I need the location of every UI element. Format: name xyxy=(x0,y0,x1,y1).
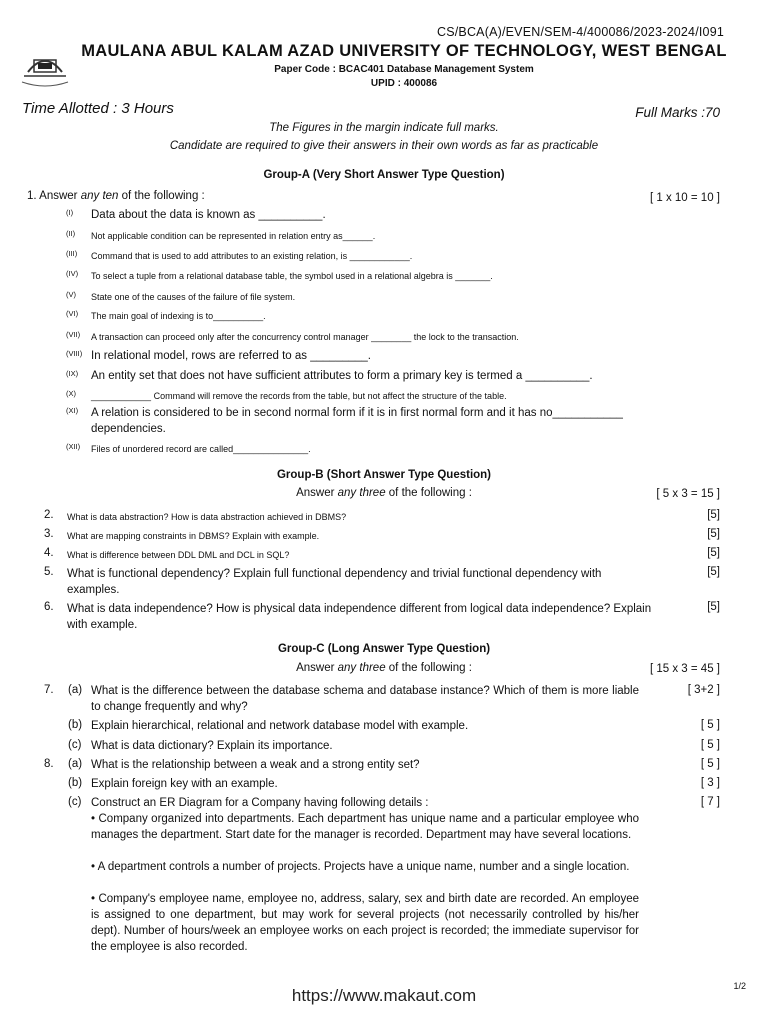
question-marks: [5] xyxy=(707,547,720,559)
question-marks: [ 3+2 ] xyxy=(687,684,720,696)
question-item: An entity set that does not have sufficient attributes to form a primary key is termed a __________. xyxy=(91,370,593,382)
item-numeral: (X) xyxy=(66,389,76,398)
upid: UPID : 400086 xyxy=(370,78,438,89)
question-marks: [ 3 ] xyxy=(700,777,720,789)
group-a-instruction xyxy=(27,190,205,202)
question-text: What is the difference between the database schema and database instance? Which of them is more liable to change frequently and why? xyxy=(91,685,639,713)
group-a-title: Group-A (Very Short Answer Type Question) xyxy=(263,169,505,181)
question-number: 6. xyxy=(44,601,54,613)
part-label: (a) xyxy=(68,684,83,696)
group-c-marks: [ 15 x 3 = 45 ] xyxy=(649,663,720,675)
part-label: (b) xyxy=(68,719,83,731)
item-numeral: (XII) xyxy=(66,442,81,451)
instruction-note: Candidate are required to give their answers in their own words as far as practicable xyxy=(169,140,599,152)
question-item: Files of unordered record are called_______________. xyxy=(91,444,311,454)
group-b-marks: [ 5 x 3 = 15 ] xyxy=(656,488,720,500)
question-marks: [ 5 ] xyxy=(700,758,720,770)
instruction-emphasis: any three xyxy=(337,487,386,499)
question-text: What are mapping constraints in DBMS? Explain with example. xyxy=(67,531,320,541)
question-item: Command that is used to add attributes to an existing relation, is ____________. xyxy=(91,251,413,261)
group-b-title: Group-B (Short Answer Type Question) xyxy=(276,469,492,481)
question-text: What is difference between DDL DML and DCL in SQL? xyxy=(67,550,290,560)
university-name: MAULANA ABUL KALAM AZAD UNIVERSITY OF TECHNOLOGY, WEST BENGAL xyxy=(81,42,727,60)
item-numeral: (XI) xyxy=(66,406,79,415)
question-item: ____________ Command will remove the records from the table, but not affect the structure of the table. xyxy=(91,391,507,401)
instruction-emphasis: any three xyxy=(337,662,386,674)
er-bullet: • A department controls a number of projects. Projects have a unique name, number and a single location. xyxy=(91,861,630,873)
question-number: 8. xyxy=(44,758,54,770)
item-numeral: (IV) xyxy=(66,269,79,278)
question-marks: [5] xyxy=(707,601,720,613)
question-marks: [5] xyxy=(707,509,720,521)
instruction-post: of the following : xyxy=(385,662,472,674)
item-numeral: (III) xyxy=(66,249,78,258)
er-bullet: • Company organized into departments. Each department has unique name and a particular employee who manages the department. Start date for the manager is recorded. Department may have several locations. xyxy=(91,813,639,841)
question-marks: [ 7 ] xyxy=(700,796,720,808)
question-item: To select a tuple from a relational database table, the symbol used in a relational algebra is _______. xyxy=(91,271,493,281)
question-text: What is data independence? How is physical data independence different from logical data independence? Explain with example. xyxy=(67,603,652,631)
question-item: Not applicable condition can be represented in relation entry as______. xyxy=(91,231,376,241)
question-text: Explain foreign key with an example. xyxy=(91,778,278,790)
part-label: (c) xyxy=(68,739,82,751)
part-label: (c) xyxy=(68,796,82,808)
question-marks: [5] xyxy=(707,528,720,540)
question-item: A transaction can proceed only after the concurrency control manager ________ the lock to the transaction. xyxy=(91,332,519,342)
instruction-pre: Answer xyxy=(296,487,338,499)
question-number: 7. xyxy=(44,684,54,696)
question-item: Data about the data is known as __________. xyxy=(91,209,326,221)
item-numeral: (I) xyxy=(66,208,74,217)
question-item: A relation is considered to be in second normal form if it is in first normal form and it has no___________ dependencies. xyxy=(91,407,623,435)
question-text: Explain hierarchical, relational and network database model with example. xyxy=(91,720,469,732)
group-b-instruction xyxy=(0,487,768,499)
group-c-title: Group-C (Long Answer Type Question) xyxy=(277,643,491,655)
full-marks: Full Marks :70 xyxy=(635,105,720,120)
question-number: 2. xyxy=(44,509,54,521)
question-number: 1. xyxy=(27,190,37,202)
question-item: State one of the causes of the failure of file system. xyxy=(91,292,296,302)
question-text: What is the relationship between a weak and a strong entity set? xyxy=(91,759,420,771)
instruction-emphasis: any ten xyxy=(80,190,119,202)
part-label: (b) xyxy=(68,777,83,789)
question-text: Construct an ER Diagram for a Company having following details : xyxy=(91,797,429,809)
question-item: The main goal of indexing is to__________. xyxy=(91,311,266,321)
paper-code-ref: CS/BCA(A)/EVEN/SEM-4/400086/2023-2024/I091 xyxy=(436,25,724,39)
er-bullet: • Company's employee name, employee no, address, salary, sex and birth date are recorded. An employee is assigned to one department, but may work for several projects (not necessarily controlled by his/her dept). Number of hours/week an employee works on each project is recorded; the immediate supervisor for the employee is also recorded. xyxy=(91,893,639,953)
instruction-pre: Answer xyxy=(39,190,81,202)
group-a-marks: [ 1 x 10 = 10 ] xyxy=(649,192,720,204)
instruction-pre: Answer xyxy=(296,662,338,674)
page-number: 1/2 xyxy=(733,981,746,991)
question-number: 4. xyxy=(44,547,54,559)
paper-code: Paper Code : BCAC401 Database Management System xyxy=(274,64,534,75)
question-marks: [ 5 ] xyxy=(700,739,720,751)
question-marks: [5] xyxy=(707,566,720,578)
question-marks: [ 5 ] xyxy=(700,719,720,731)
item-numeral: (VIII) xyxy=(66,349,83,358)
item-numeral: (IX) xyxy=(66,369,79,378)
question-text: What is functional dependency? Explain full functional dependency and trivial functional dependency with examples. xyxy=(67,568,602,596)
item-numeral: (VI) xyxy=(66,309,79,318)
item-numeral: (VII) xyxy=(66,330,81,339)
time-allotted: Time Allotted : 3 Hours xyxy=(22,100,174,117)
question-text: What is data abstraction? How is data abstraction achieved in DBMS? xyxy=(67,512,347,522)
question-number: 5. xyxy=(44,566,54,578)
part-label: (a) xyxy=(68,758,83,770)
question-item: In relational model, rows are referred to as _________. xyxy=(91,350,371,362)
item-numeral: (V) xyxy=(66,290,76,299)
question-number: 3. xyxy=(44,528,54,540)
question-text: What is data dictionary? Explain its importance. xyxy=(91,740,333,752)
item-numeral: (II) xyxy=(66,229,76,238)
margin-note: The Figures in the margin indicate full marks. xyxy=(269,122,499,134)
website-url[interactable]: https://www.makaut.com xyxy=(291,986,477,1005)
instruction-post: of the following : xyxy=(385,487,472,499)
instruction-post: of the following : xyxy=(118,190,205,202)
